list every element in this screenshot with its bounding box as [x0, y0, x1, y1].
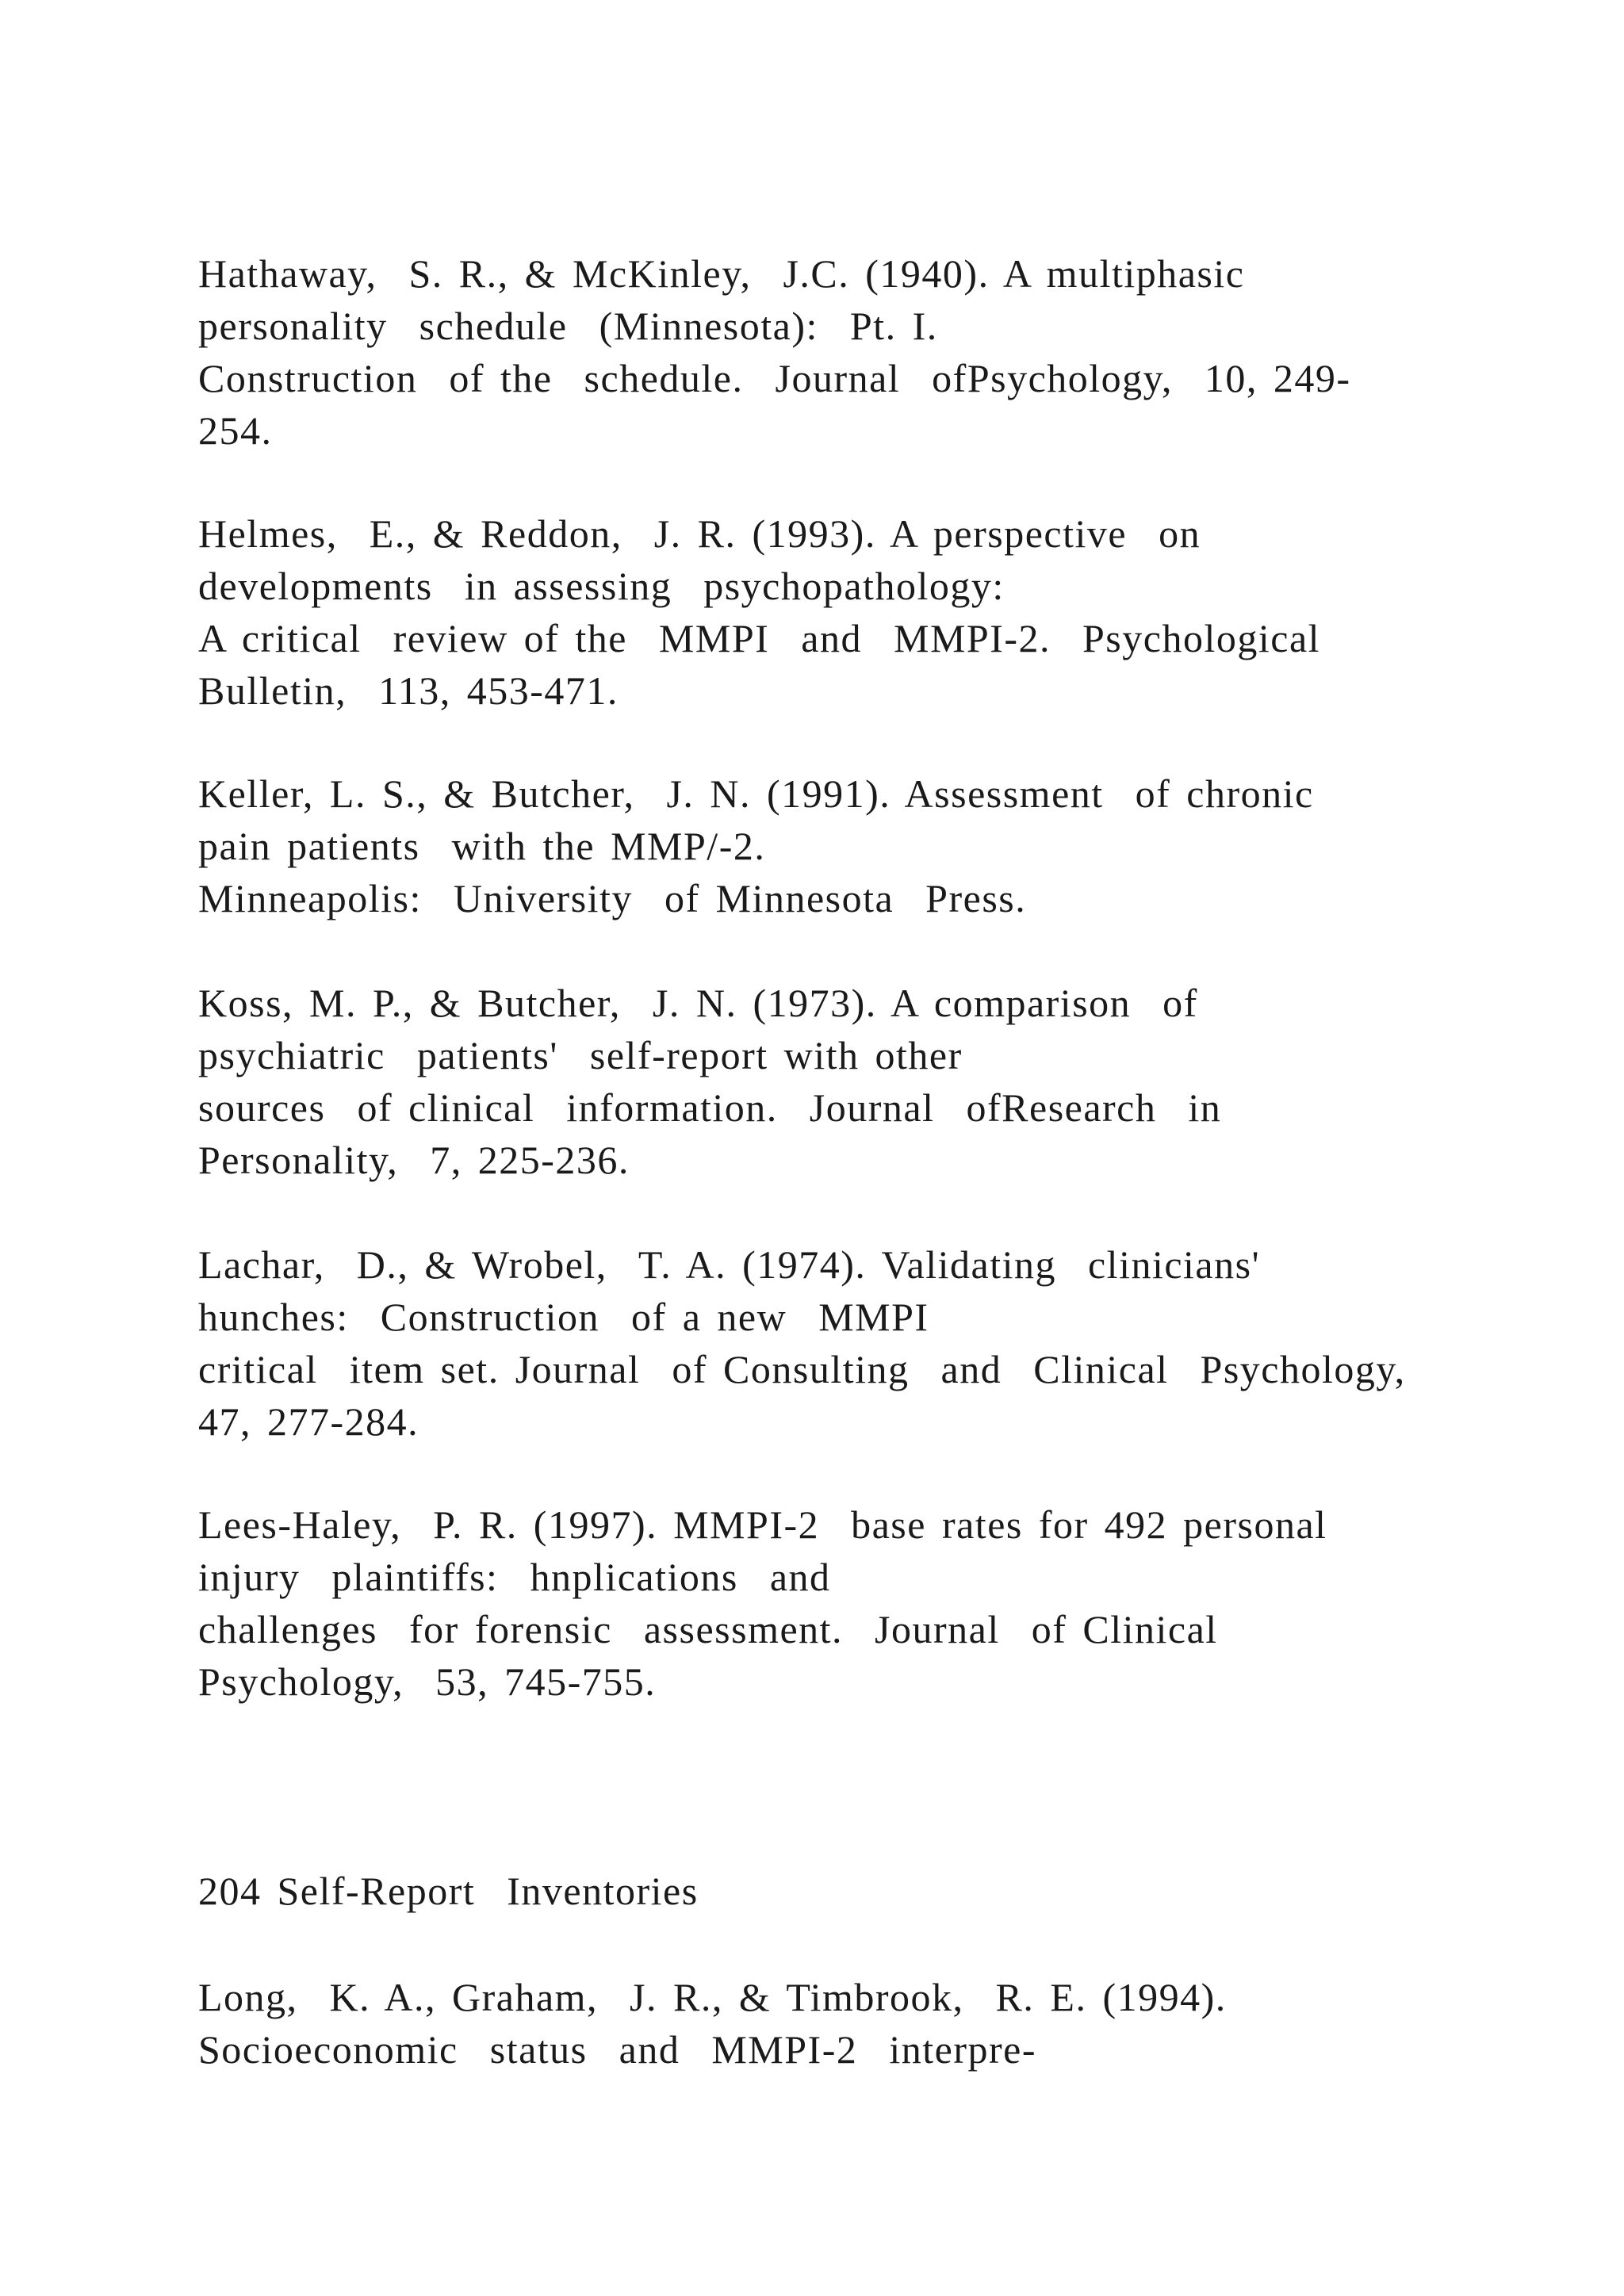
page-header-text: 204 Self-Report Inventories: [198, 1869, 699, 1913]
running-page-header: [198, 1865, 1435, 1917]
reference-line: Psychology, 53, 745-755.: [198, 1659, 657, 1704]
reference-line: Minneapolis: University of Minnesota Press.: [198, 876, 1027, 920]
reference-line: Long, K. A., Graham, J. R., & Timbrook, R. E. (1994).: [198, 1975, 1227, 2019]
reference-hathaway-1940: [198, 247, 1435, 457]
reference-line: Bulletin, 113, 453-471.: [198, 668, 619, 713]
reference-line: Lees-Haley, P. R. (1997). MMPI-2 base rates for 492 personal: [198, 1502, 1327, 1547]
reference-line: Construction of the schedule. Journal ofPsychology, 10, 249-: [198, 356, 1351, 400]
reference-line: challenges for forensic assessment. Journal of Clinical: [198, 1607, 1218, 1651]
reference-lachar-1974: [198, 1238, 1435, 1448]
reference-koss-1973: [198, 977, 1435, 1186]
reference-keller-1991: [198, 767, 1435, 924]
reference-line: Socioeconomic status and MMPI-2 interpre-: [198, 2027, 1036, 2072]
reference-long-1994: [198, 1971, 1435, 2076]
reference-line: psychiatric patients' self-report with other: [198, 1033, 963, 1077]
reference-line: Hathaway, S. R., & McKinley, J.C. (1940). A multiphasic: [198, 251, 1245, 296]
reference-line: 254.: [198, 408, 273, 453]
reference-line: pain patients with the MMP/-2.: [198, 824, 766, 868]
reference-line: Helmes, E., & Reddon, J. R. (1993). A perspective on: [198, 511, 1201, 556]
reference-line: 47, 277-284.: [198, 1399, 419, 1444]
reference-line: critical item set. Journal of Consulting and Clinical Psychology,: [198, 1347, 1406, 1391]
reference-lees-haley-1997: [198, 1498, 1435, 1708]
reference-line: A critical review of the MMPI and MMPI-2. Psychological: [198, 616, 1321, 660]
reference-line: sources of clinical information. Journal ofResearch in: [198, 1085, 1222, 1130]
reference-helmes-1993: [198, 507, 1435, 717]
reference-line: Koss, M. P., & Butcher, J. N. (1973). A comparison of: [198, 981, 1198, 1025]
reference-line: injury plaintiffs: hnplications and: [198, 1555, 831, 1599]
reference-line: hunches: Construction of a new MMPI: [198, 1295, 929, 1339]
reference-line: Personality, 7, 225-236.: [198, 1138, 630, 1182]
reference-line: Keller, L. S., & Butcher, J. N. (1991). Assessment of chronic: [198, 771, 1314, 816]
reference-line: Lachar, D., & Wrobel, T. A. (1974). Validating clinicians': [198, 1242, 1261, 1287]
reference-line: personality schedule (Minnesota): Pt. I.: [198, 304, 938, 348]
reference-line: developments in assessing psychopathology:: [198, 564, 1005, 608]
